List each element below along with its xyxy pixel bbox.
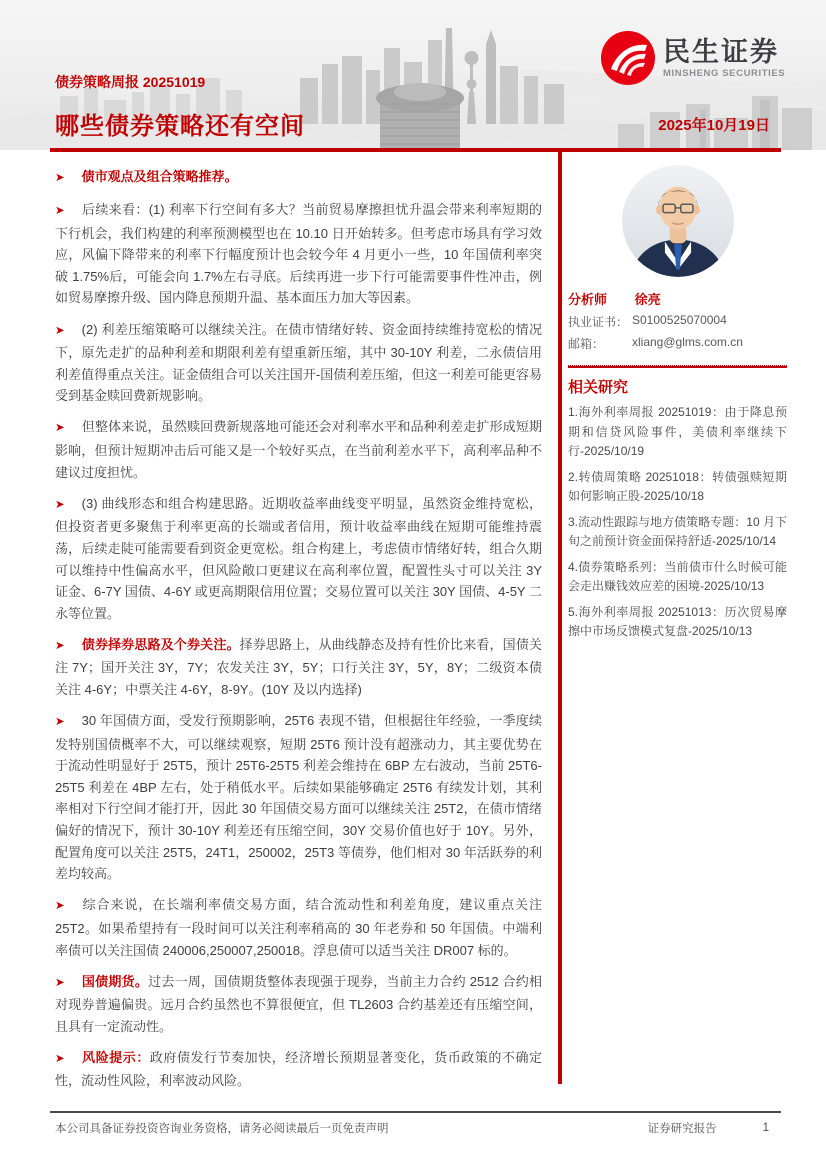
report-paragraph <box>55 894 542 961</box>
analyst-portrait-image <box>622 165 734 277</box>
arrow-bullet-icon: ➤ <box>55 205 65 218</box>
report-date: 2025年10月19日 <box>658 117 770 134</box>
arrow-bullet-icon: ➤ <box>55 1052 65 1065</box>
analyst-label: 分析师 <box>568 292 608 307</box>
report-paragraph <box>55 166 542 190</box>
minsheng-logo-icon <box>601 31 655 85</box>
paragraph-text: 过去一周，国债期货整体表现强于现券，当前主力合约 2512 合约相对现券普遍偏贵。远月合约虽然也不算很便宜，但 TL2603 合约基差还有压缩空间，且具有一定流动性。 <box>55 973 542 1034</box>
sidebar-divider <box>568 365 787 368</box>
arrow-bullet-icon: ➤ <box>55 976 65 989</box>
sidebar <box>568 163 787 642</box>
report-paragraph <box>55 416 542 483</box>
arrow-bullet-icon: ➤ <box>55 324 65 337</box>
report-series-label: 债券策略周报 20251019 <box>55 74 206 90</box>
email-row <box>568 335 787 352</box>
header-banner <box>0 0 826 150</box>
related-research-list <box>568 403 787 642</box>
paragraph-text: 政府债发行节奏加快，经济增长预期显著变化，货币政策的不确定性，流动性风险，利率波动风险。 <box>55 1049 542 1089</box>
footer-disclaimer: 本公司具备证券投资咨询业务资格，请务必阅读最后一页免责声明 <box>55 1123 389 1135</box>
analyst-avatar <box>622 165 734 277</box>
cert-number: S0100525070004 <box>632 313 727 327</box>
footer-report-type: 证券研究报告 <box>647 1123 717 1135</box>
paragraph-text: 综合来说，在长端利率债交易方面，结合流动性和利差角度，建议重点关注 25T2。如果希望持有一段时间可以关注利率稍高的 30 年老券和 50 年国债。中端利率债可以关注国债 240006,250007,250018。浮息债可以适当关注 DR007 标的。 <box>55 897 542 958</box>
paragraph-lead: 国债期货。 <box>81 973 149 989</box>
paragraph-text: 后续来看：(1) 利率下行空间有多大？当前贸易摩擦担忧升温会带来利率短期的下行机会，我们构建的利率预测模型也在 10.10 日开始转多。但考虑市场具有学习效应，风偏下降带来的利率下行幅度预计也会较今年 4 月更小一些，10 年国债利率突破 1.75%后，可能会向 1.7%左右寻底。后续再进一步下行可能需要事件性冲击，例如贸易摩擦升级、国内降息预期升温、基本面压力加大等因素。 <box>55 202 542 306</box>
paragraph-text: 但整体来说，虽然赎回费新规落地可能还会对利率水平和品种利差走扩形成短期影响，但预计短期冲击后可能又是一个较好买点，在当前利差水平下，高利率品种不建议过度担忧。 <box>55 419 542 480</box>
arrow-bullet-icon: ➤ <box>55 172 65 184</box>
analyst-name: 徐亮 <box>634 292 661 307</box>
related-research-item: 5.海外利率周报 20251013：历次贸易摩擦中市场反馈模式复盘-2025/10/13 <box>568 604 787 638</box>
arrow-bullet-icon: ➤ <box>55 639 65 652</box>
report-paragraph <box>55 319 542 407</box>
email-label: 邮箱： <box>568 337 605 351</box>
footer-right <box>648 1120 781 1136</box>
paragraph-lead: 债券择券思路及个券关注。 <box>81 636 240 652</box>
column-divider <box>558 152 562 1084</box>
report-paragraph <box>55 493 542 625</box>
related-research-item: 1.海外利率周报 20251019：由于降息预期和信贷风险事件，美债利率继续下行-2025/10/19 <box>568 405 787 458</box>
report-paragraph <box>55 634 542 701</box>
cert-row <box>568 313 787 330</box>
arrow-bullet-icon: ➤ <box>55 900 65 913</box>
logo-name-cn: 民生证券 <box>663 37 779 67</box>
paragraph-lead: 债市观点及组合策略推荐。 <box>81 169 238 184</box>
paragraph-text: (2) 利差压缩策略可以继续关注。在债市情绪好转、资金面持续维持宽松的情况下，原先走扩的品种利差和期限利差有望重新压缩，其中 30-10Y 利差，二永债信用利差值得重点关注。证金债组合可以关注国开-国债利差压缩，但这一利差可能更容易受到基金赎回费新规影响。 <box>55 321 542 404</box>
report-body <box>55 166 542 1102</box>
header-divider <box>50 148 781 152</box>
report-paragraph <box>55 971 542 1038</box>
paragraph-text: (3) 曲线形态和组合构建思路。近期收益率曲线变平明显，虽然资金维持宽松，但投资者更多聚焦于利率更高的长端或者信用，预计收益率曲线在短期可能维持震荡，后续走陡可能需要看到资金更宽松。组合构建上，考虑债市情绪好转，组合久期可以维持中性偏高水平，但风险敞口更建议在高利率位置，配置性头寸可以关注 3Y 证金、6-7Y 国债、4-6Y 或更高期限信用位置；交易位置可以关注 30Y 国债、4-5Y 二永等位置。 <box>55 495 542 621</box>
report-paragraph <box>55 710 542 885</box>
arrow-bullet-icon: ➤ <box>55 716 65 729</box>
logo-text <box>663 37 785 79</box>
email-address: xliang@glms.com.cn <box>632 335 743 349</box>
company-logo <box>601 31 785 85</box>
report-paragraph <box>55 199 542 309</box>
related-research-item: 2.转债周策略 20251018：转债强赎短期如何影响正股-2025/10/18 <box>568 469 787 503</box>
related-research-item: 4.债券策略系列：当前债市什么时候可能会走出赚钱效应差的困境-2025/10/13 <box>568 559 787 593</box>
page-title: 哪些债券策略还有空间 <box>55 113 305 140</box>
analyst-row <box>568 289 787 308</box>
report-paragraph <box>55 1047 542 1092</box>
footer-divider <box>50 1111 781 1113</box>
footer <box>55 1120 781 1136</box>
arrow-bullet-icon: ➤ <box>55 498 65 511</box>
logo-name-en: MINSHENG SECURITIES <box>663 68 786 79</box>
related-research-title: 相关研究 <box>568 379 629 396</box>
paragraph-text: 择券思路上，从曲线静态及持有性价比来看，国债关注 7Y；国开关注 3Y，7Y；农发关注 3Y，5Y；口行关注 3Y，5Y，8Y；二级资本债关注 4-6Y；中票关注 4-6Y，8-9Y。(10Y 及以内选择) <box>55 636 542 697</box>
cert-label: 执业证书： <box>568 315 629 329</box>
paragraph-text: 30 年国债方面，受发行预期影响，25T6 表现不错，但根据往年经验，一季度续发特别国债概率不大，可以继续观察，短期 25T6 预计没有超涨动力，其主要优势在于流动性明显好于 25T5，预计 25T6-25T5 利差会维持在 6BP 左右波动，当前 25T6-25T5 利差在 4BP 左右，处于稍低水平。后续如果能够确定 25T6 有续发计划，其利率相对下行空间才能打开，因此 30 年国债交易方面可以继续关注 25T2，在债市情绪偏好的情况下，预计 30-10Y 利差还有压缩空间，30Y 交易价值也好于 10Y。另外，配置角度可以关注 25T5，24T1，250002，25T3 等债券，他们相对 30 年活跃券的利差均较高。 <box>55 713 542 882</box>
arrow-bullet-icon: ➤ <box>55 422 65 435</box>
page-number: 1 <box>762 1122 769 1134</box>
paragraph-lead: 风险提示： <box>81 1049 150 1065</box>
related-research-item: 3.流动性跟踪与地方债策略专题：10 月下旬之前预计资金面保持舒适-2025/10/14 <box>568 514 787 548</box>
